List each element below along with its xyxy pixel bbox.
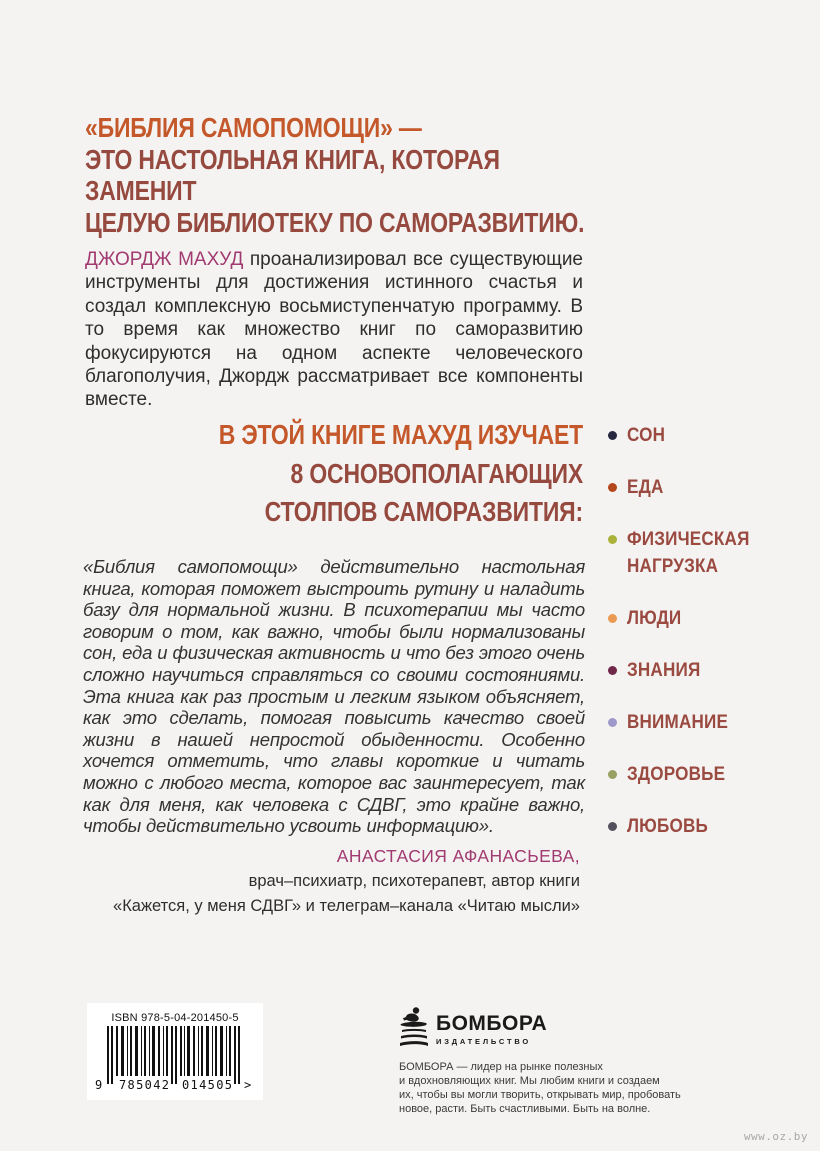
headline-line: «БИБЛИЯ САМОПОМОЩИ» — [85, 112, 422, 143]
bullet-dot-icon [608, 718, 617, 727]
list-item [608, 526, 798, 580]
publisher-name: БОМБОРА [436, 1012, 548, 1035]
headline [85, 112, 610, 238]
list-item [608, 813, 798, 840]
review-quote: «Библия самопомощи» действительно настольная книга, которая поможет выстроить рутину и наладить базу для нормальной жизни. В психотерапии мы часто говорим о том, как важно, чтобы были нормализованы сон, еда и физическая активность и что без этого очень сложно научиться справляться со своими состояниями. Эта книга как раз простым и легким языком объясняет, как это сделать, помогая повысить качество своей жизни в нашей непростой обыденности. Особенно хочется отметить, что главы короткие и читать можно с любого места, которое вас заинтересует, так как для меня, как человека с СДВГ, это крайне важно, чтобы действительно усвоить информацию». [83, 556, 585, 837]
publisher-description-line: БОМБОРА — лидер на рынке полезных [399, 1061, 603, 1073]
bullet-dot-icon [608, 666, 617, 675]
publisher-description-line: их, чтобы вы могли творить, открывать мир, пробовать [399, 1089, 681, 1101]
pillars-heading-line: 8 ОСНОВОПОЛАГАЮЩИХ [290, 457, 583, 489]
list-item [608, 761, 798, 788]
pillar-label: ЛЮДИ [627, 608, 682, 629]
bullet-dot-icon [608, 431, 617, 440]
publisher-subtitle: ИЗДАТЕЛЬСТВО [436, 1037, 531, 1046]
pillar-label: ВНИМАНИЕ [627, 712, 729, 733]
list-item [608, 605, 798, 632]
pillars-heading [91, 416, 583, 532]
reviewer-attribution [83, 843, 580, 919]
pillar-label: ЛЮБОВЬ [627, 816, 708, 837]
pillars-list [608, 422, 798, 865]
list-item [608, 709, 798, 736]
bullet-dot-icon [608, 614, 617, 623]
reviewer-name: АНАСТАСИЯ АФАНАСЬЕВА, [336, 846, 580, 866]
barcode-stripes-icon [95, 1026, 255, 1092]
pillars-heading-line: В ЭТОЙ КНИГЕ МАХУД ИЗУЧАЕТ [218, 419, 583, 450]
barcode-digit-left: 9 [95, 1078, 103, 1092]
bullet-dot-icon [608, 535, 617, 544]
headline-line: ЦЕЛУЮ БИБЛИОТЕКУ ПО САМОРАЗВИТИЮ. [85, 206, 585, 238]
bullet-dot-icon [608, 822, 617, 831]
list-item [608, 422, 798, 449]
pillar-label: ЗНАНИЯ [627, 660, 701, 681]
pillar-label: ЗДОРОВЬЕ [627, 764, 726, 785]
reviewer-title: врач–психиатр, психотерапевт, автор книги [248, 872, 580, 890]
bullet-dot-icon [608, 483, 617, 492]
bullet-dot-icon [608, 770, 617, 779]
publisher-description [399, 1060, 719, 1116]
pillar-label: ФИЗИЧЕСКАЯ НАГРУЗКА [627, 529, 750, 577]
intro-paragraph [85, 248, 583, 412]
publisher-description-line: новое, расти. Быть счастливыми. Быть на волне. [399, 1103, 651, 1115]
publisher-description-line: и вдохновляющих книг. Мы любим книги и создаем [399, 1075, 660, 1087]
headline-line: ЭТО НАСТОЛЬНАЯ КНИГА, КОТОРАЯ ЗАМЕНИТ [85, 143, 500, 206]
author-name: ДЖОРДЖ МАХУД [85, 249, 244, 270]
isbn-barcode [87, 1003, 263, 1100]
reviewer-title: «Кажется, у меня СДВГ» и телеграм–канала «Читаю мысли» [113, 897, 580, 915]
pillars-heading-line: СТОЛПОВ САМОРАЗВИТИЯ: [264, 496, 583, 527]
barcode-digits-mid: 785042 [119, 1078, 169, 1092]
isbn-number: ISBN 978-5-04-201450-5 [111, 1012, 239, 1024]
pillar-label: СОН [627, 425, 666, 446]
barcode-digits-right: 014505 [182, 1078, 232, 1092]
intro-text: проанализировал все существующие инструменты для достижения истинного счастья и создал комплексную восьмиступенчатую программу. В то время как множество книг по саморазвитию фокусируются на одном аспекте человеческого благополучия, Джордж рассматривает все компоненты вместе. [85, 249, 584, 411]
barcode-suffix: > [244, 1078, 252, 1092]
pillar-label: ЕДА [627, 477, 664, 498]
bombora-surfer-logo-icon [399, 1006, 429, 1050]
website-watermark: www.oz.by [743, 1130, 808, 1143]
list-item [608, 474, 798, 501]
list-item [608, 657, 798, 684]
publisher-block [399, 1006, 719, 1116]
